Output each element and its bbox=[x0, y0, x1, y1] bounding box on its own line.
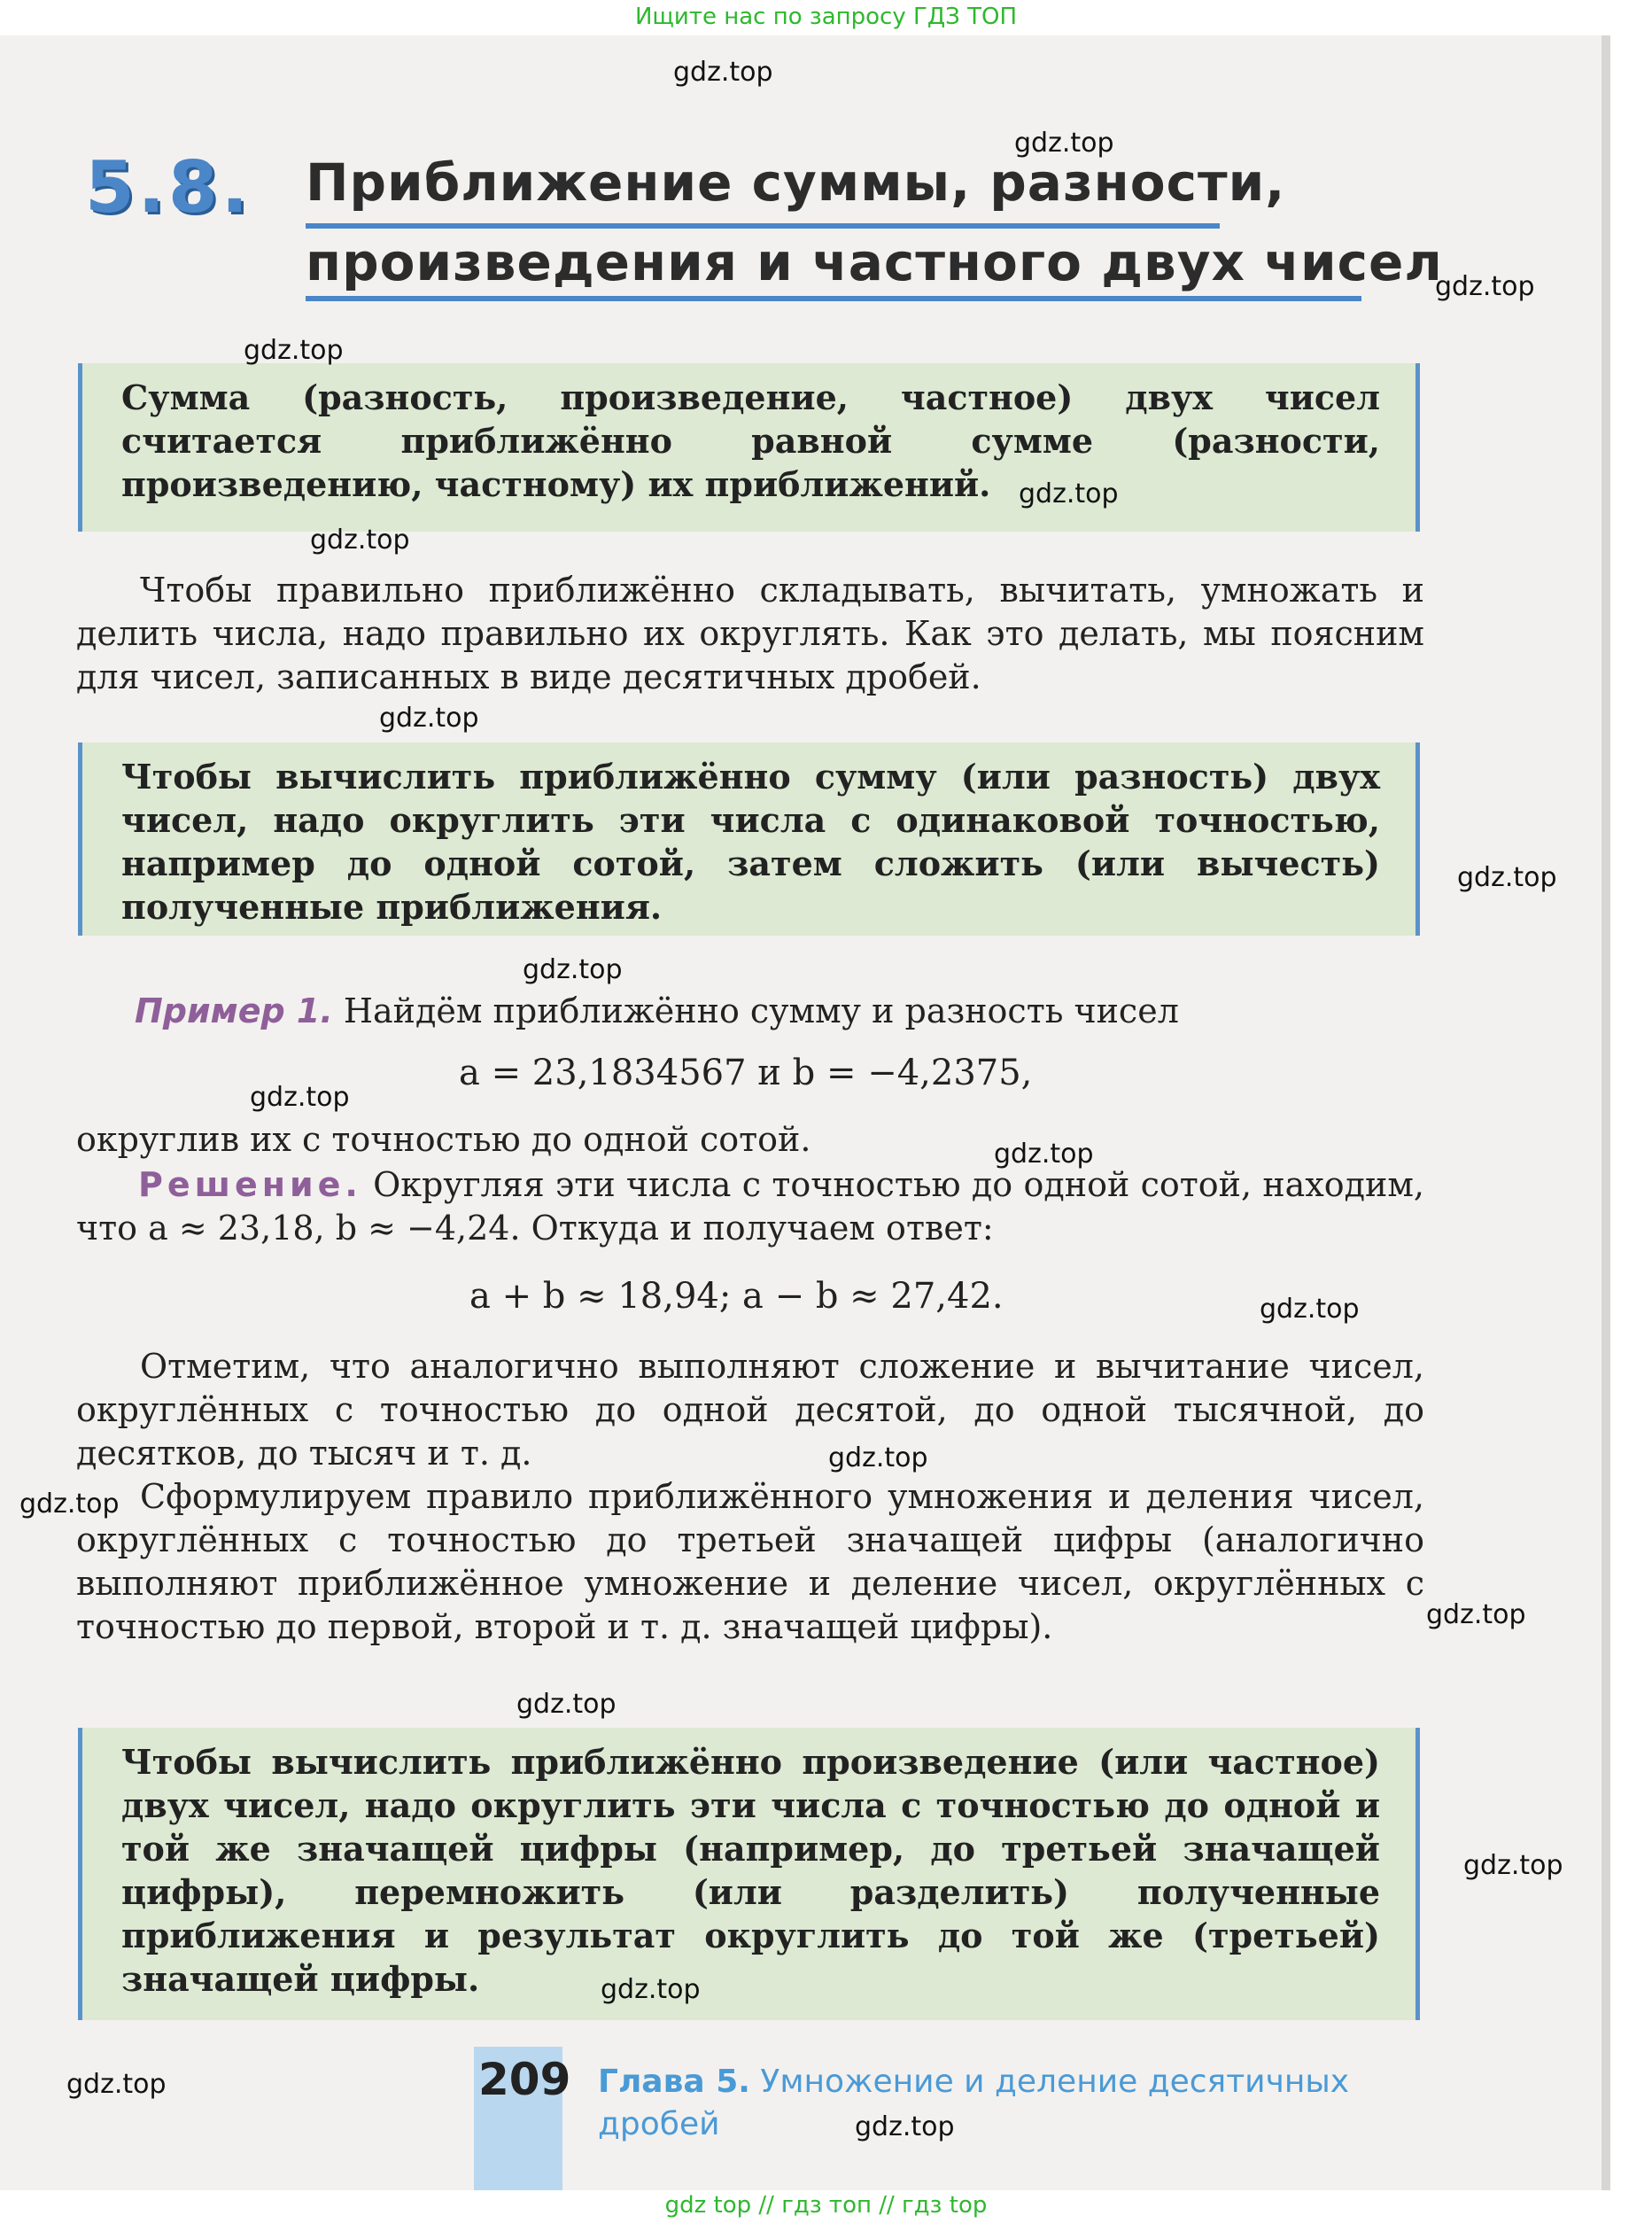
watermark: gdz.top bbox=[855, 2111, 955, 2142]
watermark: gdz.top bbox=[673, 57, 773, 88]
watermark: gdz.top bbox=[379, 703, 479, 734]
example-text: Найдём приближённо сумму и разность чисел bbox=[343, 991, 1179, 1030]
rule-box-add-subtract bbox=[78, 742, 1420, 936]
rule-text: Чтобы вычислить приближённо сумму (или разность) двух чисел, надо округлить эти числа с одинаковой точностью, например до одной сотой, затем сложить (или вычесть) полученные приближения. bbox=[121, 757, 1380, 927]
chapter-title: Умножение и деление десятичных дробей bbox=[598, 2064, 1350, 2142]
section-title-line1: Приближение суммы, разности, bbox=[306, 152, 1286, 213]
footer-links[interactable]: gdz top // гдз топ // гдз top bbox=[664, 2192, 988, 2219]
watermark: gdz.top bbox=[310, 525, 410, 556]
solution-block bbox=[76, 1163, 1424, 1250]
section-title-line2: произведения и частного двух чисел bbox=[306, 232, 1443, 292]
rule-box-sum bbox=[78, 363, 1420, 532]
paragraph-analogous bbox=[76, 1345, 1424, 1475]
solution-text: Округляя эти числа с точностью до одной сотой, находим, что a ≈ 23,18, b ≈ −4,24. Откуда и получаем ответ: bbox=[76, 1165, 1424, 1248]
watermark: gdz.top bbox=[1019, 478, 1119, 509]
watermark: gdz.top bbox=[244, 335, 344, 366]
watermark: gdz.top bbox=[516, 1689, 617, 1720]
page-number: 209 bbox=[478, 2054, 571, 2105]
watermark: gdz.top bbox=[19, 1489, 120, 1520]
search-banner[interactable]: Ищите нас по запросу ГДЗ ТОП bbox=[634, 4, 1018, 30]
paragraph-text: Отметим, что аналогично выполняют сложение и вычитание чисел, округлённых с точностью до одной десятой, до одной тысячной, до десятков, до тысяч и т. д. bbox=[76, 1347, 1424, 1473]
example-intro bbox=[135, 990, 1424, 1033]
rule-text: Сумма (разность, произведение, частное) двух чисел считается приближённо равной сумме (разности, произведению, частному) их приближений. bbox=[121, 377, 1380, 504]
title-underline-1 bbox=[306, 223, 1220, 229]
solution-formula: a + b ≈ 18,94; a − b ≈ 27,42. bbox=[469, 1276, 1004, 1317]
title-underline-2 bbox=[306, 296, 1361, 301]
paragraph-text: Сформулируем правило приближённого умножения и деления чисел, округлённых с точностью до третьей значащей цифры (аналогично выполняют приближённое умножение и деление чисел, округлённых с точностью до первой, второй и т. д. значащей цифры). bbox=[76, 1477, 1424, 1646]
example-after-text: округлив их с точностью до одной сотой. bbox=[76, 1120, 811, 1159]
watermark: gdz.top bbox=[1435, 271, 1535, 302]
example-formula: a = 23,1834567 и b = −4,2375, bbox=[459, 1053, 1033, 1093]
paragraph-rounding bbox=[76, 569, 1424, 699]
solution-label: Решение. bbox=[138, 1165, 362, 1204]
section-number: 5.8. bbox=[85, 146, 252, 229]
example-label: Пример 1. bbox=[135, 991, 333, 1030]
watermark: gdz.top bbox=[66, 2069, 167, 2100]
watermark: gdz.top bbox=[994, 1139, 1094, 1170]
watermark: gdz.top bbox=[523, 954, 623, 985]
rule-text: Чтобы вычислить приближённо произведение (или частное) двух чисел, надо округлить эти числа с точностью до одной и той же значащей цифры (например, до третьей значащей цифры), перемножить (или разделить) полученные приближения и результат округлить до той же (третьей) значащей цифры. bbox=[121, 1742, 1380, 1999]
watermark: gdz.top bbox=[250, 1082, 350, 1113]
paragraph-text: Чтобы правильно приближённо складывать, вычитать, умножать и делить числа, надо правильно их округлять. Как это делать, мы поясним для чисел, записанных в виде десятичных дробей. bbox=[76, 571, 1424, 696]
watermark: gdz.top bbox=[1426, 1599, 1526, 1630]
example-after bbox=[76, 1118, 1424, 1162]
paragraph-multiplication-rule bbox=[76, 1475, 1424, 1649]
watermark: gdz.top bbox=[1457, 862, 1557, 893]
watermark: gdz.top bbox=[1014, 128, 1114, 159]
watermark: gdz.top bbox=[1463, 1850, 1563, 1881]
watermark: gdz.top bbox=[1260, 1294, 1360, 1325]
watermark: gdz.top bbox=[601, 1974, 701, 2005]
rule-box-multiply-divide bbox=[78, 1728, 1420, 2020]
chapter-label: Глава 5. bbox=[598, 2064, 750, 2100]
watermark: gdz.top bbox=[828, 1442, 928, 1473]
chapter-caption bbox=[598, 2061, 1395, 2146]
